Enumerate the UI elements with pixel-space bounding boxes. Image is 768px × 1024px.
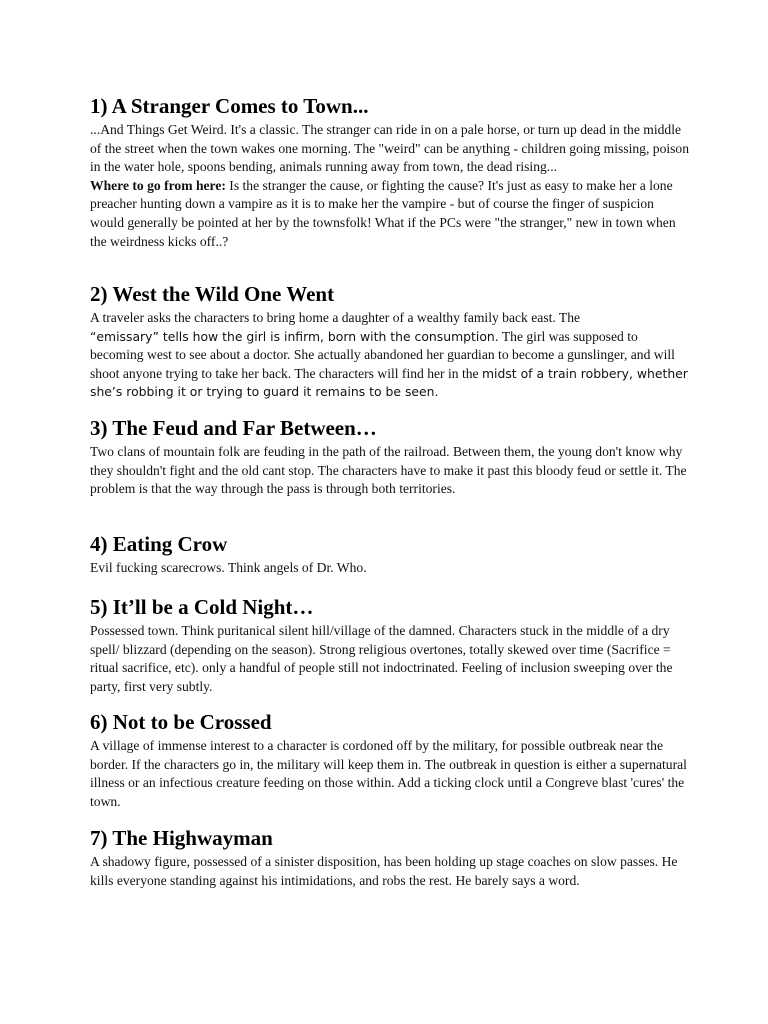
section-2-title: 2) West the Wild One Went	[90, 282, 335, 306]
section-7	[90, 824, 690, 890]
section-4-title: 4) Eating Crow	[90, 532, 228, 556]
section-2-body-d: midst of a train robbery, whether she’s robbing it or trying to guard it remains to be seen.	[90, 365, 688, 400]
section-2-body-b: “emissary” tells how the girl is infirm, born with the consumption.	[90, 328, 499, 344]
section-5-body: Possessed town. Think puritanical silent hill/village of the damned. Characters stuck in the middle of a dry spell/ blizzard (depending on the season). Strong religious overtones, totally skewed over time (Sacrifice = ritual sacrifice, etc). only a handful of people still not indoctrinated. Feeling of inclusion sweeping over the party, first very subtly.	[90, 623, 673, 694]
section-1-where-to-go	[90, 177, 690, 251]
section-6-title: 6) Not to be Crossed	[90, 710, 272, 734]
where-to-go-text: Is the stranger the cause, or fighting the cause? It's just as easy to make her a lone preacher hunting down a vampire as it is to make her the vampire - but of course the finger of suspicion would generally be pointed at her by the townsfolk! What if the PCs were "the stranger," new in town when the weirdness kicks off..?	[90, 177, 676, 249]
section-1-body: ...And Things Get Weird. It's a classic. The stranger can ride in on a pale horse, or turn up dead in the middle of the street when the town wakes one morning. The "weird" can be anything - children going missing, poison in the water hole, spoons bending, animals running away from town, the dead rising...	[90, 122, 690, 175]
section-4	[90, 530, 690, 578]
section-3-title: 3) The Feud and Far Between…	[90, 416, 377, 440]
section-6-body: A village of immense interest to a character is cordoned off by the military, for possible outbreak near the border. If the characters go in, the military will keep them in. The outbreak in question is either a supernatural illness or an infectious creature feeding on those within. Add a ticking clock until a Congreve blast 'cures' the town.	[90, 738, 687, 809]
section-1	[90, 92, 690, 251]
section-2-body	[90, 309, 690, 402]
section-2-body-c: The girl was supposed to becoming west to see about a doctor. She actually abandoned her guardian to become a gunslinger, and will shoot anyone trying to take her back. The characters will find her in the	[90, 328, 675, 381]
section-4-body: Evil fucking scarecrows. Think angels of Dr. Who.	[90, 560, 367, 575]
section-7-body: A shadowy figure, possessed of a sinister disposition, has been holding up stage coaches on slow passes. He kills everyone standing against his intimidations, and robs the rest. He barely says a word.	[90, 854, 678, 888]
section-7-title: 7) The Highwayman	[90, 826, 273, 850]
section-3-body: Two clans of mountain folk are feuding in the path of the railroad. Between them, the young don't know why they shouldn't fight and the old cant stop. The characters have to make it past this bloody feud or settle it. The problem is that the way through the pass is through both territories.	[90, 444, 687, 497]
section-5-title: 5) It’ll be a Cold Night…	[90, 595, 314, 619]
section-5	[90, 593, 690, 696]
section-2	[90, 280, 690, 402]
section-1-title: 1) A Stranger Comes to Town...	[90, 94, 369, 118]
where-to-go-label: Where to go from here:	[90, 177, 226, 193]
section-2-body-a: A traveler asks the characters to bring home a daughter of a wealthy family back east. The	[90, 310, 581, 325]
section-3	[90, 414, 690, 499]
section-6	[90, 708, 690, 811]
